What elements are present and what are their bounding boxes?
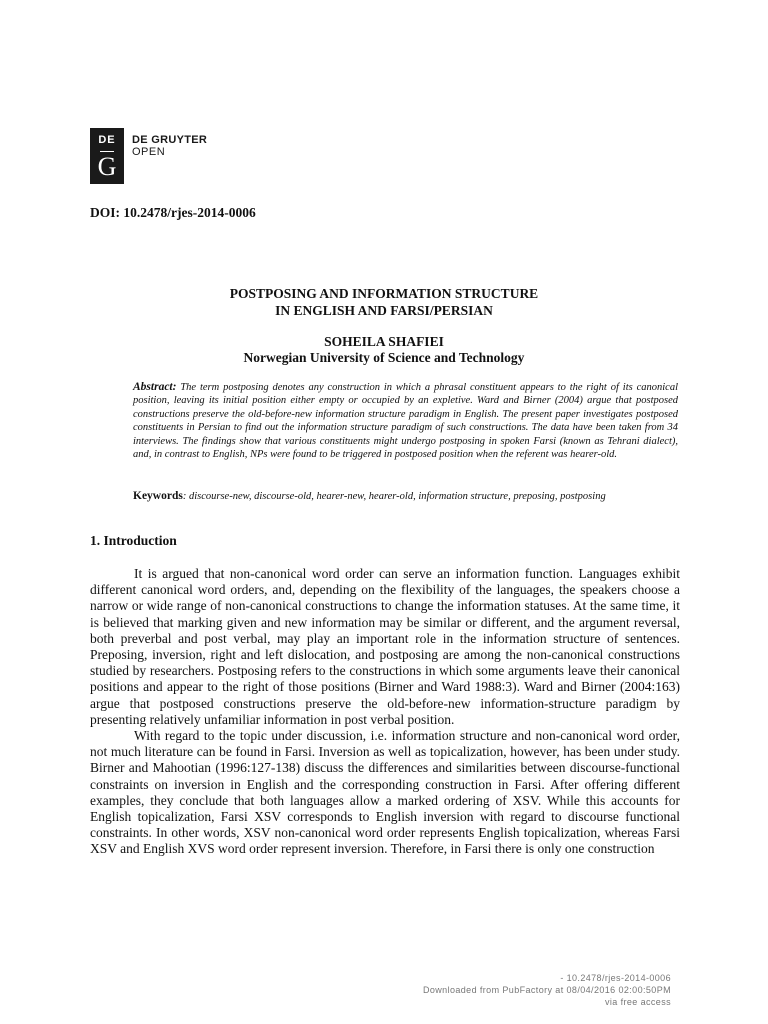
- abstract: [133, 381, 678, 461]
- paragraph: It is argued that non-canonical word order can serve an information function. Languages exhibit different canonical word orders, and, depending on the flexibility of the languages, the speakers choose a narrow or wide range of non-canonical constructions to change the information statuses. At the same time, it is believed that marking given and new information may be similar or different, and the argument reversal, both preverbal and post verbal, may play an important role in the information structure of sentences. Preposing, inversion, right and left dislocation, and postposing are among the non-canonical constructions studied by researchers. Postposing refers to the constructions in which some arguments leave their canonical positions and appear to the right of those positions (Birner and Ward 1988:3). Ward and Birner (2004:163) argue that postposed constructions preserve the old-before-new information-structure paradigm by presenting relatively unfamiliar information in post verbal position.: [90, 566, 680, 727]
- footer-download-info: Downloaded from PubFactory at 08/04/2016 02:00:50PM: [422, 985, 671, 995]
- de-gruyter-logo: [90, 128, 207, 184]
- footer-access: via free access: [604, 997, 671, 1007]
- logo-wordmark: [132, 134, 207, 158]
- paper-title-line-1: POSTPOSING AND INFORMATION STRUCTURE: [229, 286, 539, 301]
- doi-line: DOI: 10.2478/rjes-2014-0006: [90, 205, 256, 220]
- footer-doi: - 10.2478/rjes-2014-0006: [560, 973, 671, 983]
- paragraph: With regard to the topic under discussion, i.e. information structure and non-canonical word order, not much literature can be found in Farsi. Inversion as well as topicalization, however, has been under study. Birner and Mahootian (1996:127-138) discuss the differences and similarities between discourse-functional constraints on inversion in English and the corresponding construction in Farsi. After offering different examples, they conclude that both languages allow a marked ordering of XSV. While this accounts for English topicalization, Farsi XSV corresponds to English inversion with regard to discourse functional constraints. In other words, XSV non-canonical word order represents English topicalization, whereas Farsi XSV and English XVS word order represent inversion. Therefore, in Farsi there is only one construction: [90, 728, 680, 857]
- keywords: [133, 490, 678, 503]
- logo-publisher-name: DE GRUYTER: [132, 134, 208, 146]
- author-name: SOHEILA SHAFIEI: [324, 334, 444, 349]
- download-footer: [423, 972, 671, 1008]
- logo-publisher-sub: OPEN: [132, 146, 166, 158]
- abstract-text: The term postposing denotes any construction in which a phrasal constituent appears to the right of its canonical position, leaving its initial position either empty or occupied by an expletive. Ward and Birner (2004) argue that postposed constructions preserve the old-before-new information structure paradigm in English. The present paper investigates postposed constituents in Persian to find out the information structure paradigm of such constructions. The data have been taken from 34 interviews. The findings show that various constituents might undergo postposing in spoken Farsi (known as Tehrani dialect), and, in contrast to English, NPs were found to be triggered in postposed position when the referent was hearer-old.: [133, 382, 678, 461]
- logo-mark-letter: G: [97, 152, 117, 181]
- keywords-label: Keywords: [133, 490, 183, 502]
- logo-mark: [90, 128, 124, 184]
- paper-title-line-2: IN ENGLISH AND FARSI/PERSIAN: [275, 303, 493, 318]
- author-affiliation: Norwegian University of Science and Technology: [243, 350, 525, 365]
- section-heading: 1. Introduction: [90, 533, 177, 548]
- body-text: [90, 566, 680, 858]
- logo-mark-top: DE: [98, 134, 116, 146]
- keywords-text: : discourse-new, discourse-old, hearer-new, hearer-old, information structure, preposing, postposing: [182, 491, 606, 502]
- abstract-label: Abstract:: [133, 381, 177, 393]
